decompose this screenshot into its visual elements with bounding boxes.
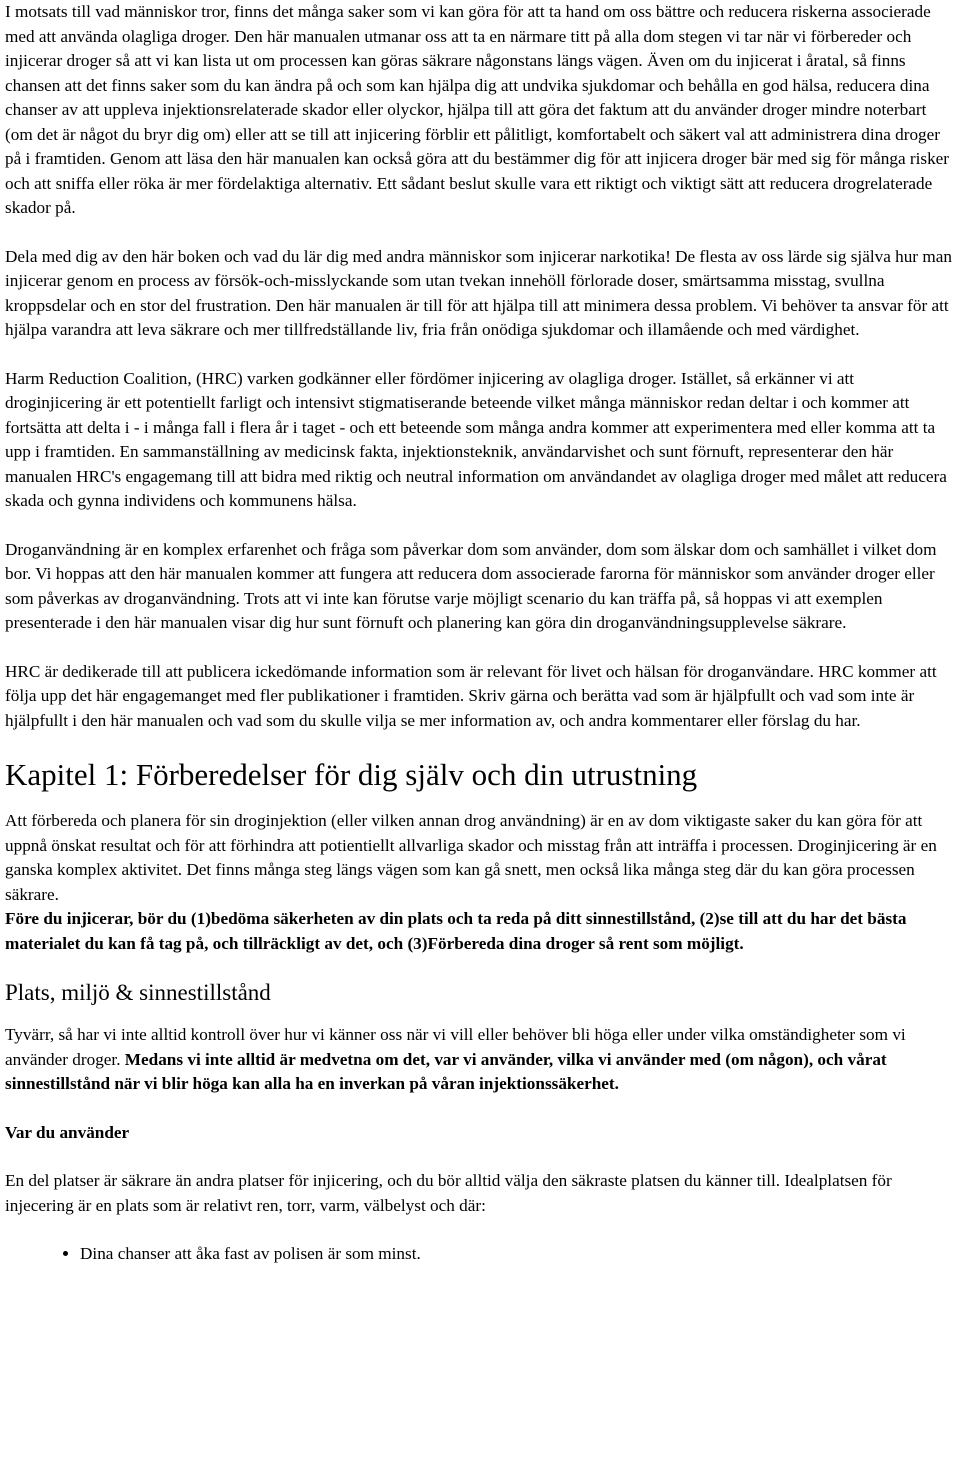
section-plats-bold-text: Medans vi inte alltid är medvetna om det, var vi använder, vilka vi använder med (om någon), och vårat sinnestillstånd när vi blir höga kan alla ha en inverkan på våran injektionssäkerhet. xyxy=(5,1049,887,1093)
intro-paragraph-3: Harm Reduction Coalition, (HRC) varken godkänner eller fördömer injicering av olagliga droger. Istället, så erkänner vi att droginjicering är ett potentiellt farligt och intensivt stigmatiserande beteende vilket många människor redan deltar i och kommer att fortsätta att delta i - i många fall i flera år i taget - och ett beteende som många andra kommer att experimentera med eller komma att ta upp i framtiden. En sammanställning av medicinsk fakta, injektionsteknik, användarvishet och sunt förnuft, representerar den här manualen HRC's engagemang till att bidra med riktig och neutral information om användandet av olagliga droger med målet att reducera skada och gynna individens och kommunens hälsa. xyxy=(5,368,947,510)
intro-paragraph-1: I motsats till vad människor tror, finns det många saker som vi kan göra för att ta hand om oss bättre och reducera riskerna associerade med att använda olagliga droger. Den här manualen utmanar oss att ta en närmare titt på alla dom stegen vi tar när vi förbereder och injicerar droger så att vi kan lista ut om processen kan göras säkrare någonstans längs vägen. Även om du injicerat i åratal, så finns chansen att det finns saker som du kan ändra på och som kan hjälpa dig att undvika sjukdomar och behålla en god hälsa, reducera dina chanser av att uppleva injektionsrelaterade skador eller olyckor, hjälpa till att göra det faktum att du använder droger mindre noterbart (om det är något du bryr dig om) eller att se till att injicering förblir ett pålitligt, komfortabelt och säkert val att administrera dina droger på i framtiden. Genom att läsa den här manualen kan också göra att du bestämmer dig för att injicera droger bär med sig för många risker och att sniffa eller röka är mer fördelaktiga alternativ. Ett sådant beslut skulle vara ett riktigt och viktigt sätt att reducera drogrelaterade skador på. xyxy=(5,2,950,217)
section-plats-paragraph-1 xyxy=(5,1023,952,1097)
list-item: • Dina chanser att åka fast av polisen är som minst. xyxy=(80,1242,952,1267)
section-plats-text: Tyvärr, så har vi inte alltid kontroll över hur vi känner oss när vi vill eller behöver bli höga eller under vilka omständigheter som vi använder droger. xyxy=(5,1025,906,1069)
chapter-1-bold-text: Före du injicerar, bör du (1)bedöma säkerheten av din plats och ta reda på ditt sinnestillstånd, (2)se till att du har det bästa materialet du kan få tag på, och tillräckligt av det, och (3)Förbereda dina droger så rent som möjligt. xyxy=(5,909,907,953)
intro-paragraph-4: Droganvändning är en komplex erfarenhet och fråga som påverkar dom som använder, dom som älskar dom och samhället i vilket dom bor. Vi hoppas att den här manualen kommer att fungera att reducera dom associerade farorna för människor som använder droger eller som påverkas av droganvändning. Trots att vi inte kan förutse varje möjligt scenario du kan träffa på, så hoppas vi att exemplen presenterade i den här manualen visar dig hur sunt förnuft och planering kan göra din droganvändningsupplevelse säkrare. xyxy=(5,539,937,632)
section-plats-paragraph-2: En del platser är säkrare än andra platser för injicering, och du bör alltid välja den säkraste platsen du känner till. Idealplatsen för injecering är en plats som är relativt ren, torr, varm, välbelyst och där: xyxy=(5,1171,892,1215)
section-plats-title: Plats, miljö & sinnestillstånd xyxy=(5,980,271,1005)
subheading-var-du-anvander: Var du använder xyxy=(5,1122,130,1142)
chapter-1-paragraph: Att förbereda och planera för sin droginjektion (eller vilken annan drog användning) är en av dom viktigaste saker du kan göra för att uppnå önskat resultat och för att förhindra att potientiellt allvarliga skador och misstag från att inträffa i processen. Droginjicering är en ganska komplex aktivitet. Det finns många steg längs vägen som kan gå snett, men också lika många steg där du kan göra processen säkrare. xyxy=(5,811,937,904)
chapter-1-title: Kapitel 1: Förberedelser för dig själv och din utrustning xyxy=(5,757,698,792)
chapter-1-bold-paragraph xyxy=(5,907,952,956)
intro-paragraph-5: HRC är dedikerade till att publicera ickedömande information som är relevant för livet och hälsan för droganvändare. HRC kommer att följa upp det här engagemanget med fler publikationer i framtiden. Skriv gärna och berätta vad som är hjälpfullt och vad som inte är hjälpfullt i den här manualen och vad som du skulle vilja se mer information av, och andra kommentarer eller förslag du har. xyxy=(5,661,937,730)
intro-paragraph-2: Dela med dig av den här boken och vad du lär dig med andra människor som injicerar narkotika! De flesta av oss lärde sig själva hur man injicerar genom en process av försök-och-misslyckande som utan tvekan innehöll förlorade doser, smärtsamma misstag, svullna kroppsdelar och en stor del frustration. Den här manualen är till för att hjälpa till att minimera dessa problem. Vi behöver ta ansvar för att hjälpa varandra att leva säkrare och mer tillfredställande liv, fria från onödiga sjukdomar och illamående och med värdighet. xyxy=(5,246,952,339)
bullet-list xyxy=(5,1242,952,1267)
